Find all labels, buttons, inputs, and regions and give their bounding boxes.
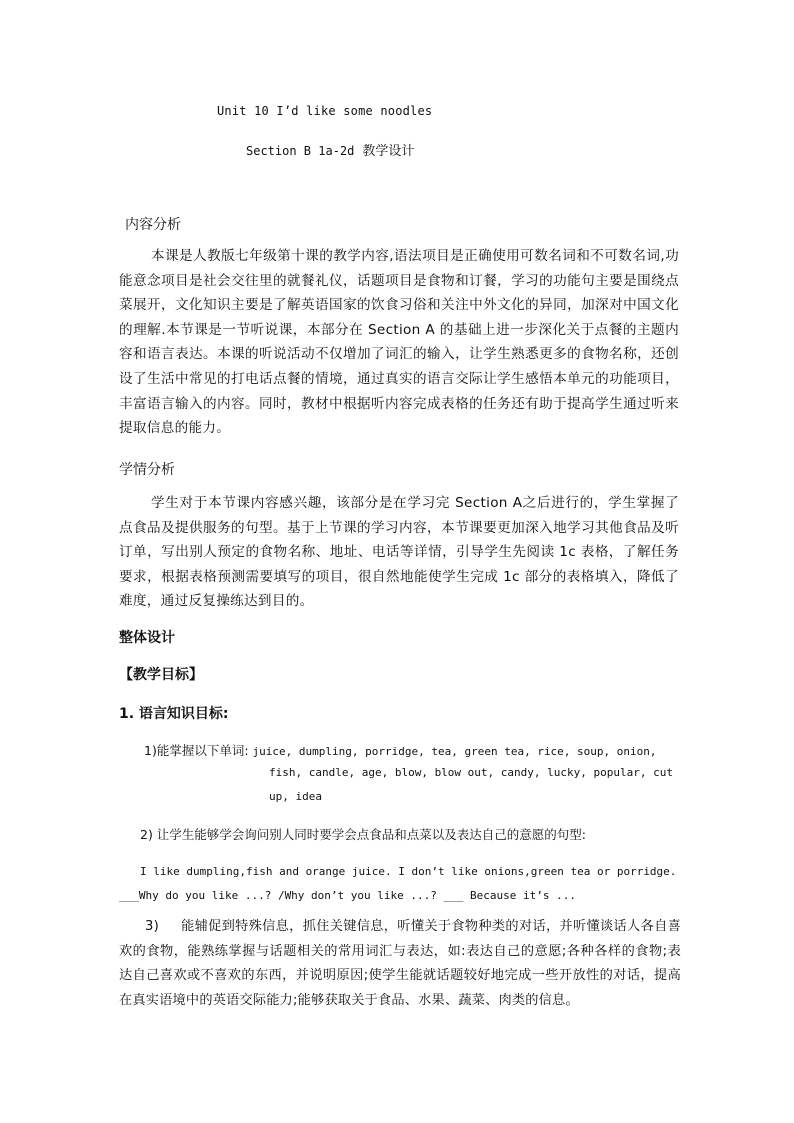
example-sentence-1: I like dumpling,fish and orange juice. I don’t like onions,green tea or porridge.: [140, 865, 677, 878]
listening-goal-number: 3): [145, 919, 159, 934]
teaching-goals-heading: 【教学目标】: [119, 667, 203, 683]
vocabulary-line-3: up, idea: [269, 790, 322, 803]
document-title: Unit 10 I’d like some noodles: [217, 104, 433, 118]
example-sentence-2: ___Why do you like ...? /Why don’t you like ...? ___ Because it’s ...: [119, 889, 576, 902]
vocabulary-item: [144, 741, 657, 759]
listening-goal-paragraph: [119, 915, 681, 1013]
subtitle-chinese: 教学设计: [362, 144, 415, 159]
document-subtitle: [246, 140, 414, 159]
vocabulary-line-2: fish, candle, age, blow, blow out, candy, lucky, popular, cut: [269, 766, 673, 779]
vocabulary-prefix: 1)能掌握以下单词:: [144, 743, 249, 758]
student-analysis-paragraph: 学生对于本节课内容感兴趣，该部分是在学习完 Section A之后进行的，学生掌握了点食品及提供服务的句型。基于上节课的学习内容，本节课要更加深入地学习其他食品及听订单，写出别人预定的食物名称、地址、电话等详情，引导学生先阅读 1c 表格，了解任务要求，根据表格预测需要填写的项目，很自然地能使学生完成 1c 部分的表格填入，降低了难度，通过反复操练达到目的。: [119, 495, 679, 610]
vocabulary-line-1: juice, dumpling, porridge, tea, green tea, rice, soup, onion,: [252, 745, 657, 758]
content-analysis-paragraph: 本课是人教版七年级第十课的教学内容,语法项目是正确使用可数名词和不可数名词,功能意念项目是社会交往里的就餐礼仪，话题项目是食物和订餐，学习的功能句主要是围绕点菜展开，文化知识主要是了解英语国家的饮食习俗和关注中外文化的异同，加深对中国文化的理解.本节课是一节听说课，本部分在 Section A 的基础上进一步深化关于点餐的主题内容和语言表达。本课的听说活动不仅增加了词汇的输入，让学生熟悉更多的食物名称，还创设了生活中常见的打电话点餐的情境，通过真实的语言交际让学生感悟本单元的功能项目，丰富语言输入的内容。同时，教材中根据听内容完成表格的任务还有助于提高学生通过听来提取信息的能力。: [119, 248, 679, 437]
sentence-pattern-item: 2) 让学生能够学会询问别人同时要学会点食品和点菜以及表达自己的意愿的句型:: [140, 827, 587, 842]
student-analysis-heading: 学情分析: [119, 462, 175, 478]
overall-design-heading: 整体设计: [119, 630, 175, 646]
language-goals-heading: 1. 语言知识目标:: [119, 706, 229, 722]
subtitle-english: Section B 1a-2d: [246, 144, 355, 158]
content-analysis-heading: 内容分析: [125, 217, 181, 233]
listening-goal-text: 能辅促到特殊信息，抓住关键信息，听懂关于食物种类的对话，并听懂谈话人各自喜欢的食物，能熟练掌握与话题相关的常用词汇与表达，如:表达自己的意愿;各种各样的食物;表达自己喜欢或不喜欢的东西，并说明原因;使学生能就话题较好地完成一些开放性的对话，提高在真实语境中的英语交际能力;能够获取关于食品、水果、蔬菜、肉类的信息。: [119, 919, 681, 1008]
